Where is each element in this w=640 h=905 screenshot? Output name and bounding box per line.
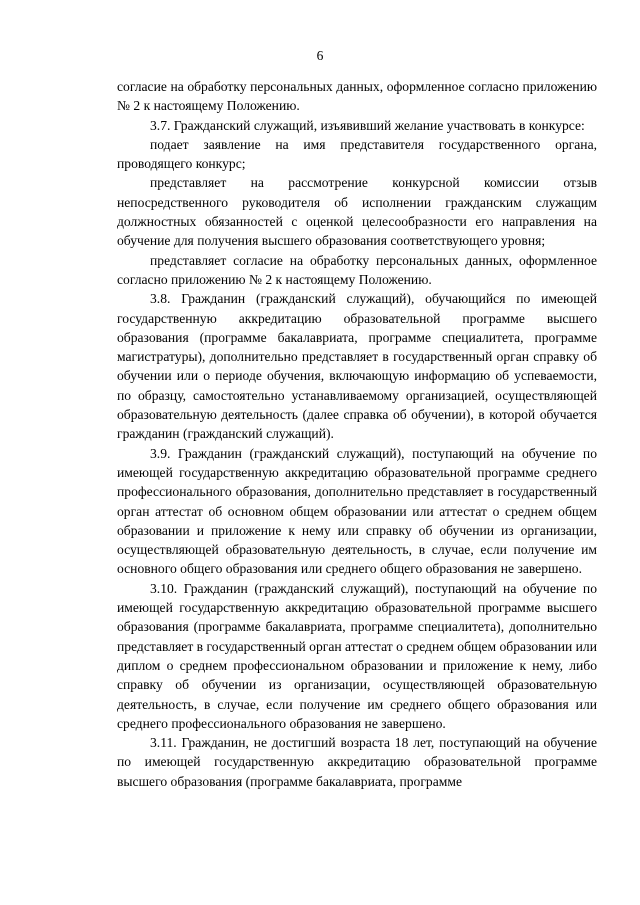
paragraph-consent-continuation: согласие на обработку персональных данных, оформленное согласно приложению № 2 к настоящему Положению.	[117, 79, 597, 114]
paragraph-3-10: 3.10. Гражданин (гражданский служащий), поступающий на обучение по имеющей государственную аккредитацию образовательной программе высшего образования (программе бакалавриата, программе специалитета), дополнительно представляет в государственный орган аттестат о среднем общем образовании или диплом о среднем профессиональном образовании и приложение к нему, либо справку об обучении из организации, осуществляющей образовательную деятельность, в случае, если получение им среднего общего образования или среднего профессионального образования не завершено.	[117, 580, 597, 731]
paragraph-3-7-item-review: представляет на рассмотрение конкурсной комиссии отзыв непосредственного руководителя об исполнении гражданским служащим должностных обязанностей с оценкой целесообразности его направления на обучение для получения высшего образования соответствующего уровня;	[117, 175, 597, 249]
paragraph-3-7-item-consent: представляет согласие на обработку персональных данных, оформленное согласно приложению № 2 к настоящему Положению.	[117, 252, 597, 287]
paragraph-3-9: 3.9. Гражданин (гражданский служащий), поступающий на обучение по имеющей государственную аккредитацию образовательной программе среднего профессионального образования, дополнительно представляет в государственный орган аттестат об основном общем образовании или аттестат о среднем общем образовании и приложение к нему или справку об обучении из организации, осуществляющей образовательную деятельность, в случае, если получение им основного общего образования или среднего общего образования не завершено.	[117, 445, 597, 577]
paragraph-3-7-item-application: подает заявление на имя представителя государственного органа, проводящего конкурс;	[117, 136, 597, 172]
page-number: 6	[316, 48, 324, 63]
document-body	[117, 77, 597, 791]
paragraph-3-7: 3.7. Гражданский служащий, изъявивший желание участвовать в конкурсе:	[150, 117, 585, 133]
paragraph-3-8: 3.8. Гражданин (гражданский служащий), обучающийся по имеющей государственную аккредитацию образовательной программе высшего образования (программе бакалавриата, программе специалитета, программе магистратуры), дополнительно представляет в государственный орган справку об обучении или о периоде обучения, включающую информацию об успеваемости, по образцу, самостоятельно устанавливаемому организацией, осуществляющей образовательную деятельность (далее справка об обучении), в которой обучается гражданин (гражданский служащий).	[117, 291, 597, 442]
paragraph-3-11: 3.11. Гражданин, не достигший возраста 18 лет, поступающий на обучение по имеющей государственную аккредитацию образовательной программе высшего образования (программе бакалавриата, программе	[117, 735, 597, 789]
